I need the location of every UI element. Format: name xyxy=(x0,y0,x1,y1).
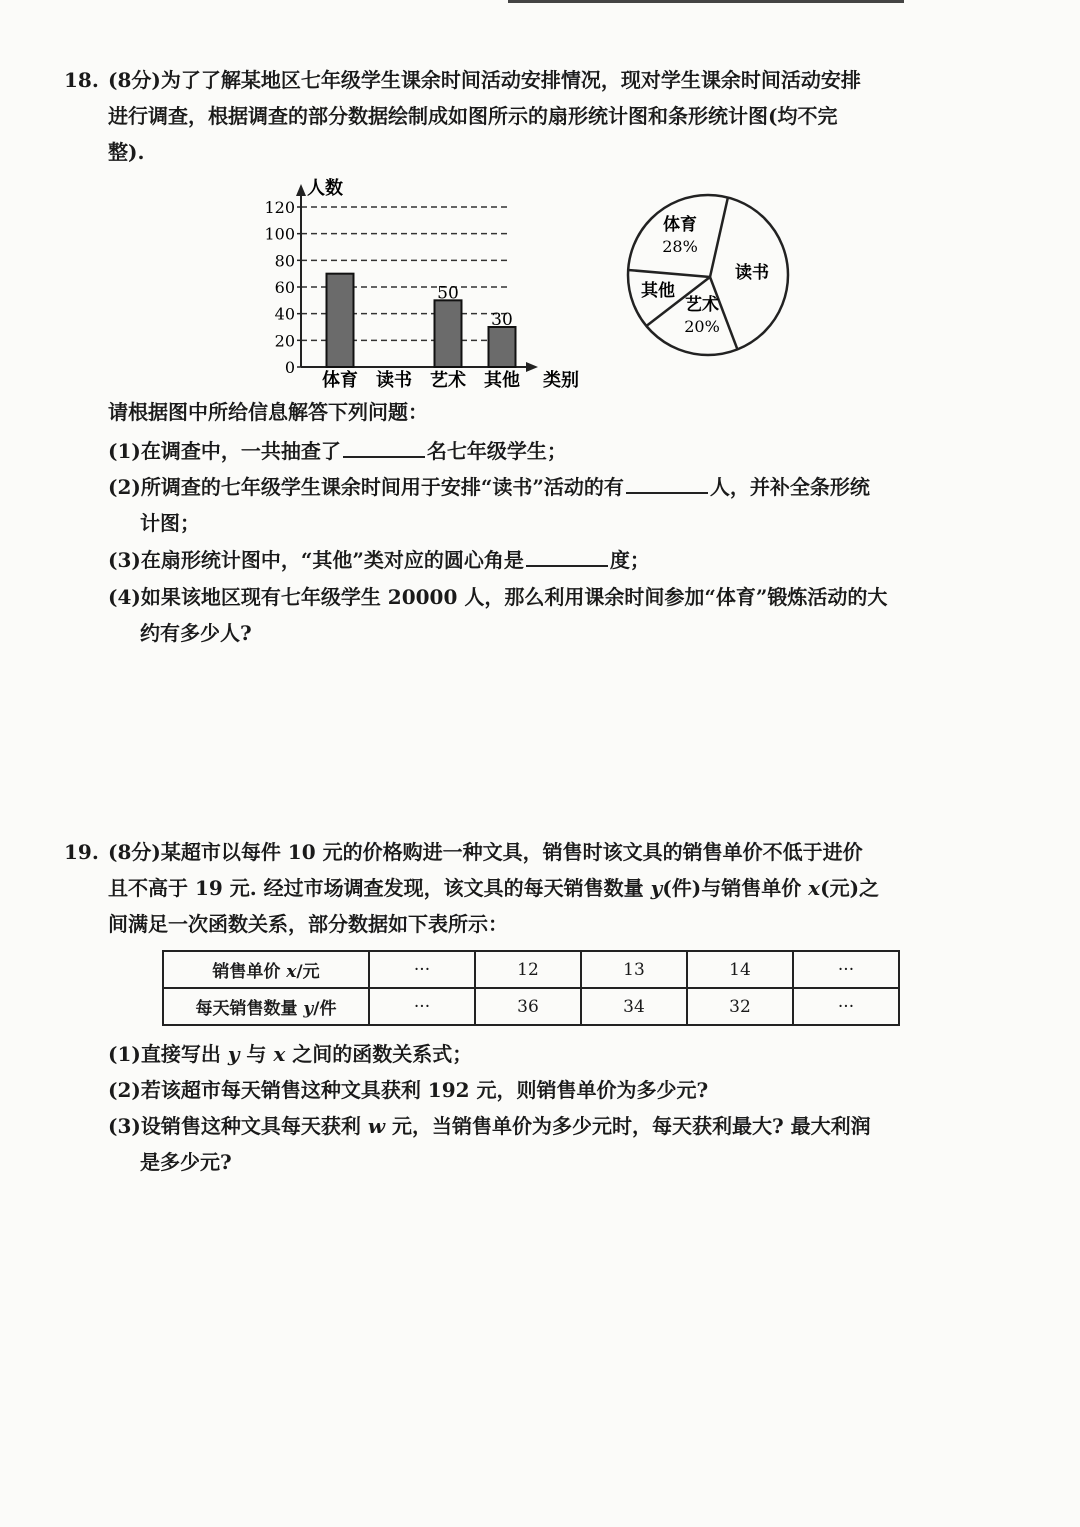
price-quantity-table xyxy=(162,950,900,1026)
y-axis-arrow xyxy=(296,184,306,196)
row-header-unit: /元 xyxy=(296,962,320,982)
y-tick-label: 60 xyxy=(274,278,295,297)
top-border-line xyxy=(508,0,904,3)
q18-stem-line1: (8分)为了了解某地区七年级学生课余时间活动安排情况，现对学生课余时间活动安排 xyxy=(108,68,861,92)
table-row xyxy=(163,951,899,988)
q18-sub4-line2: 约有多少人? xyxy=(140,621,252,645)
pie-slice-label: 艺术 xyxy=(685,295,719,315)
table-cell: ··· xyxy=(793,988,899,1025)
pie-slice-label: 其他 xyxy=(641,281,675,301)
question-18-number: 18. xyxy=(64,68,99,92)
table-cell: ··· xyxy=(369,951,475,988)
q18-sub3 xyxy=(108,546,650,574)
pie-slice-percent: 28% xyxy=(662,237,698,256)
q19-line2-text-b: (件)与销售单价 xyxy=(662,876,809,900)
y-tick-label: 40 xyxy=(274,304,295,324)
table-cell: 12 xyxy=(475,951,581,988)
table-row-header xyxy=(163,951,369,988)
q19-stem-line3: 间满足一次函数关系，部分数据如下表所示： xyxy=(108,912,508,936)
bar-data-label: 50 xyxy=(437,283,459,304)
y-tick-label: 80 xyxy=(274,251,295,271)
answer-blank-3[interactable] xyxy=(526,547,608,567)
bar-体育 xyxy=(327,274,354,367)
pie-slice-体育 xyxy=(628,270,710,277)
row-header-var: x xyxy=(286,962,297,982)
x-category-label: 体育 xyxy=(322,370,358,391)
row-header-text: 销售单价 xyxy=(212,962,287,982)
q18-sub2-text-b: 人，并补全条形统 xyxy=(709,475,870,499)
x-category-label: 读书 xyxy=(376,370,412,391)
q19-sub3-line1 xyxy=(108,1112,871,1140)
q19-sub3-text-a: (3)设销售这种文具每天获利 xyxy=(108,1114,368,1138)
bar-其他 xyxy=(489,327,516,367)
table-row xyxy=(163,988,899,1025)
q19-sub3-line2: 是多少元? xyxy=(140,1150,232,1174)
q18-sub1-text-b: 名七年级学生； xyxy=(426,439,567,463)
pie-slice-label: 读书 xyxy=(735,263,769,283)
bar-艺术 xyxy=(435,300,462,367)
y-tick-label: 100 xyxy=(264,224,295,244)
q19-line2-text-c: (元)之 xyxy=(820,876,880,900)
table-cell: ··· xyxy=(369,988,475,1025)
q18-prompt: 请根据图中所给信息解答下列问题： xyxy=(108,400,428,424)
q19-sub1-text-a: (1)直接写出 xyxy=(108,1042,228,1066)
table-cell: 32 xyxy=(687,988,793,1025)
table-row-header xyxy=(163,988,369,1025)
var-w: w xyxy=(367,1114,386,1138)
table-cell: 14 xyxy=(687,951,793,988)
x-category-label: 其他 xyxy=(484,370,520,391)
pie-slice-label: 体育 xyxy=(663,215,697,235)
q19-sub3-text-b: 元，当销售单价为多少元时，每天获利最大? 最大利润 xyxy=(385,1114,871,1138)
table-cell: ··· xyxy=(793,951,899,988)
var-x: x xyxy=(273,1042,286,1066)
q18-sub1-text-a: (1)在调查中，一共抽查了 xyxy=(108,439,341,463)
y-tick-label: 120 xyxy=(264,198,295,217)
pie-chart xyxy=(622,192,792,362)
q18-sub3-text-a: (3)在扇形统计图中，“其他”类对应的圆心角是 xyxy=(108,548,524,572)
q19-stem-line2 xyxy=(108,874,879,902)
q18-sub2-cont: 计图； xyxy=(140,511,200,535)
table-cell: 36 xyxy=(475,988,581,1025)
answer-blank-1[interactable] xyxy=(343,438,425,458)
x-category-label: 艺术 xyxy=(430,370,466,391)
q19-sub1 xyxy=(108,1040,472,1068)
row-header-unit: /件 xyxy=(313,999,337,1019)
q18-stem-line3: 整). xyxy=(108,140,145,164)
row-header-text: 每天销售数量 xyxy=(195,999,304,1019)
q19-sub1-text-c: 之间的函数关系式； xyxy=(285,1042,473,1066)
pie-slice-percent: 20% xyxy=(684,317,720,336)
q18-sub1 xyxy=(108,437,567,465)
x-axis-label: 类别 xyxy=(543,370,579,391)
var-x: x xyxy=(808,876,821,900)
q18-sub2-text-a: (2)所调查的七年级学生课余时间用于安排“读书”活动的有 xyxy=(108,475,624,499)
bar-data-label: 30 xyxy=(491,310,513,330)
x-axis-arrow xyxy=(526,362,538,372)
q18-sub4-line1: (4)如果该地区现有七年级学生 20000 人，那么利用课余时间参加“体育”锻炼活动的大 xyxy=(108,585,888,609)
row-header-var: y xyxy=(303,999,314,1019)
var-y: y xyxy=(650,876,663,900)
answer-blank-2[interactable] xyxy=(626,474,708,494)
table-cell: 34 xyxy=(581,988,687,1025)
q18-stem-line2: 进行调查，根据调查的部分数据绘制成如图所示的扇形统计图和条形统计图(均不完 xyxy=(108,104,838,128)
question-19-number: 19. xyxy=(64,840,99,864)
table-cell: 13 xyxy=(581,951,687,988)
y-tick-label: 0 xyxy=(284,358,295,377)
var-y: y xyxy=(227,1042,240,1066)
y-axis-label: 人数 xyxy=(307,178,343,199)
q18-sub3-text-b: 度； xyxy=(609,548,650,572)
q18-sub2 xyxy=(108,473,870,501)
q19-sub1-text-b: 与 xyxy=(239,1042,274,1066)
bar-chart xyxy=(260,172,590,394)
q19-stem-line1: (8分)某超市以每件 10 元的价格购进一种文具，销售时该文具的销售单价不低于进价 xyxy=(108,840,863,864)
pie-slice-读书 xyxy=(710,198,728,277)
y-tick-label: 20 xyxy=(274,331,295,351)
q19-sub2: (2)若该超市每天销售这种文具获利 192 元，则销售单价为多少元? xyxy=(108,1078,709,1102)
q19-line2-text-a: 且不高于 19 元. 经过市场调查发现，该文具的每天销售数量 xyxy=(108,876,651,900)
